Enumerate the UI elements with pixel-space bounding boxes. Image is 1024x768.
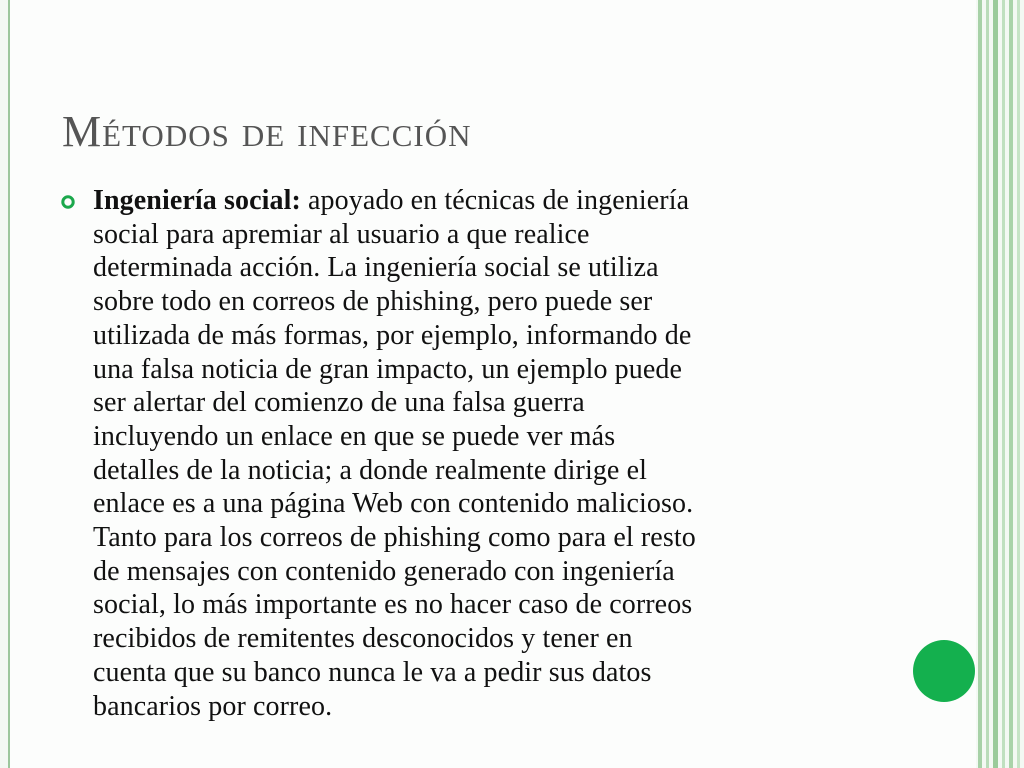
bullet-line: social para apremiar al usuario a que realice bbox=[93, 218, 590, 250]
bullet-line: enlace es a una página Web con contenido malicioso. bbox=[93, 488, 694, 520]
frame-stripe bbox=[993, 0, 998, 768]
bullet-line: bancarios por correo. bbox=[93, 690, 333, 722]
bullet-line: utilizada de más formas, por ejemplo, informando de bbox=[93, 319, 692, 351]
bullet-line: una falsa noticia de gran impacto, un ejemplo puede bbox=[93, 353, 682, 385]
bullet-icon bbox=[60, 194, 76, 210]
bullet-line: incluyendo un enlace en que se puede ver más bbox=[93, 420, 616, 452]
bullet-line: Tanto para los correos de phishing como para el resto bbox=[93, 522, 696, 554]
slide-title: Métodos de infección bbox=[62, 107, 472, 156]
frame-stripe bbox=[1009, 0, 1013, 768]
bullet-line: de mensajes con contenido generado con ingeniería bbox=[93, 555, 675, 587]
left-frame-border bbox=[0, 0, 10, 768]
bullet-line: ser alertar del comienzo de una falsa guerra bbox=[93, 387, 585, 419]
frame-stripe bbox=[978, 0, 982, 768]
bullet-line: social, lo más importante es no hacer caso de correos bbox=[93, 589, 693, 621]
bullet-line: recibidos de remitentes desconocidos y tener en bbox=[93, 623, 633, 655]
decorative-green-circle-icon bbox=[913, 640, 975, 702]
bullet-line: apoyado en técnicas de ingeniería bbox=[300, 185, 690, 216]
bullet-line: sobre todo en correos de phishing, pero puede ser bbox=[93, 286, 653, 318]
frame-stripe bbox=[1017, 0, 1020, 768]
bullet-term: Ingeniería social: bbox=[93, 185, 301, 216]
bullet-paragraph bbox=[93, 184, 883, 723]
frame-stripe bbox=[986, 0, 989, 768]
bullet-first-line bbox=[93, 184, 883, 218]
bullet-line: determinada acción. La ingeniería social se utiliza bbox=[93, 252, 659, 284]
bullet-line: cuenta que su banco nunca le va a pedir sus datos bbox=[93, 656, 652, 688]
bullet-line: detalles de la noticia; a donde realmente dirige el bbox=[93, 454, 647, 486]
frame-stripe bbox=[1002, 0, 1005, 768]
